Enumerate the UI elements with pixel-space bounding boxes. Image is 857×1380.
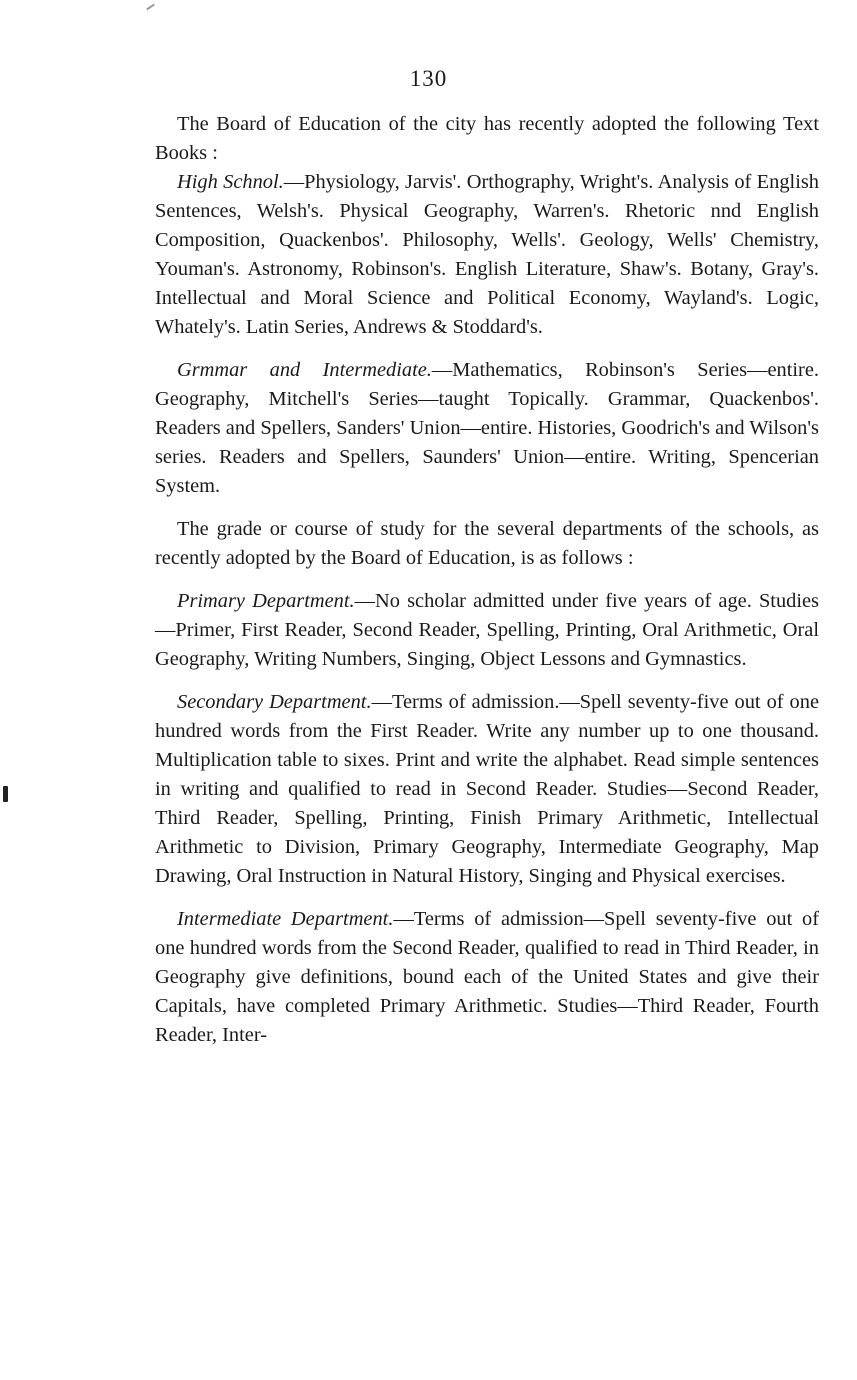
- high-school-text: —Physiology, Jarvis'. Orthography, Wright's. Analysis of English Sentences, Welsh's. Physical Geography, Warren's. Rhetoric nnd English Composition, Quackenbos'. Philosophy, Wells'. Geology, Wells' Chemistry, Youman's. Astronomy, Robinson's. English Literature, Shaw's. Botany, Gray's. Intellectual and Moral Science and Political Economy, Wayland's. Logic, Whately's. Latin Series, Andrews & Stoddard's.: [155, 171, 819, 338]
- high-school-paragraph: [155, 168, 819, 342]
- intermediate-text: —Terms of admission—Spell seventy-five out of one hundred words from the Second Reader, qualified to read in Third Reader, in Geography give definitions, bound each of the United States and give their Capitals, have completed Primary Arithmetic. Studies—Third Reader, Fourth Reader, Inter-: [155, 908, 819, 1046]
- page-body: [155, 110, 819, 1050]
- grammar-heading: Grmmar and Intermediate.: [177, 359, 432, 381]
- grammar-text: —Mathematics, Robinson's Series—entire. Geography, Mitchell's Series—taught Topically. Grammar, Quackenbos'. Readers and Spellers, Sanders' Union—entire. Histories, Goodrich's and Wilson's series. Readers and Spellers, Saunders' Union—entire. Writing, Spencerian System.: [155, 359, 819, 497]
- scan-mark: [146, 4, 155, 11]
- secondary-text: —Terms of admission.—Spell seventy-five out of one hundred words from the First Reader. Write any number up to one thousand. Multiplication table to sixes. Print and write the alphabet. Read simple sentences in writing and qualified to read in Second Reader. Studies—Second Reader, Third Reader, Spelling, Printing, Finish Primary Arithmetic, Intellectual Arithmetic to Division, Primary Geography, Intermediate Geography, Map Drawing, Oral Instruction in Natural History, Singing and Physical exercises.: [155, 691, 819, 887]
- intro-paragraph: The Board of Education of the city has recently adopted the following Text Books :: [155, 113, 819, 164]
- page-number: 130: [409, 66, 448, 91]
- margin-mark: [3, 786, 8, 802]
- grade-intro-paragraph: The grade or course of study for the several departments of the schools, as recently adopted by the Board of Education, is as follows :: [155, 518, 819, 569]
- intermediate-paragraph: [155, 905, 819, 1050]
- intermediate-heading: Intermediate Department.: [177, 908, 394, 930]
- primary-paragraph: [155, 587, 819, 674]
- high-school-heading: High Schnol.: [177, 171, 284, 193]
- secondary-heading: Secondary Department.: [177, 691, 372, 713]
- secondary-paragraph: [155, 688, 819, 891]
- primary-heading: Primary Department.: [177, 590, 355, 612]
- primary-text: —No scholar admitted under five years of age. Studies—Primer, First Reader, Second Reader, Spelling, Printing, Oral Arithmetic, Oral Geography, Writing Numbers, Singing, Object Lessons and Gymnastics.: [155, 590, 819, 670]
- grammar-paragraph: [155, 356, 819, 501]
